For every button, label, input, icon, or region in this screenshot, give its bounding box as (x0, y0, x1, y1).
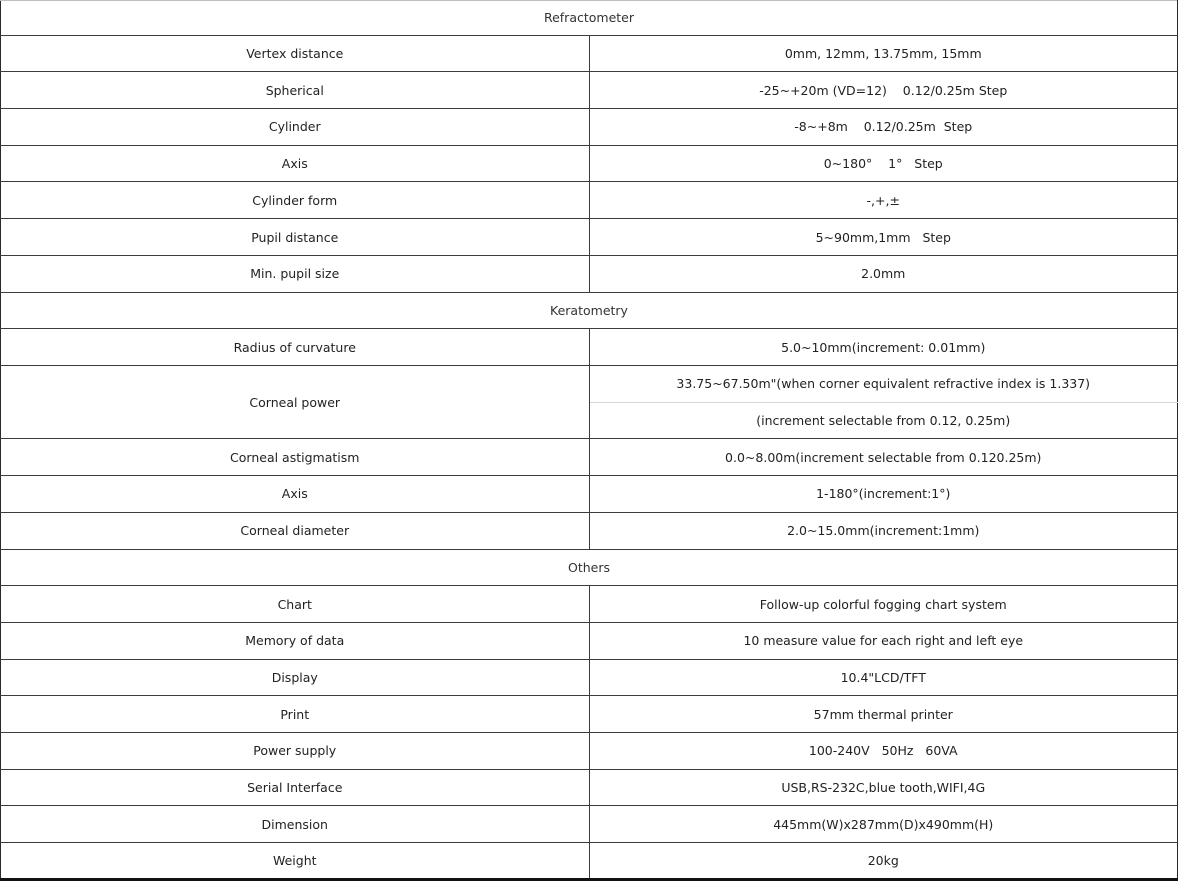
section-header-refractometer (1, 1, 1178, 36)
row-value: 5.0~10mm(increment: 0.01mm) (589, 329, 1178, 366)
row-value: -,+,± (589, 182, 1178, 219)
row-value: 57mm thermal printer (589, 696, 1178, 733)
table-row (1, 35, 1178, 72)
row-label: Spherical (1, 72, 590, 109)
row-value: 10.4"LCD/TFT (589, 659, 1178, 696)
row-label: Pupil distance (1, 219, 590, 256)
row-value: 0~180° 1° Step (589, 145, 1178, 182)
row-value: 0mm, 12mm, 13.75mm, 15mm (589, 35, 1178, 72)
table-row (1, 659, 1178, 696)
table-row (1, 365, 1178, 402)
row-label: Chart (1, 586, 590, 623)
table-row (1, 182, 1178, 219)
row-value: Follow-up colorful fogging chart system (589, 586, 1178, 623)
table-row (1, 843, 1178, 880)
row-value: 1-180°(increment:1°) (589, 476, 1178, 513)
row-value: 2.0~15.0mm(increment:1mm) (589, 512, 1178, 549)
table-row (1, 219, 1178, 256)
row-value: 100-240V 50Hz 60VA (589, 733, 1178, 770)
table-row (1, 109, 1178, 146)
table-row (1, 806, 1178, 843)
table-row (1, 439, 1178, 476)
table-row (1, 586, 1178, 623)
section-header-others (1, 549, 1178, 586)
table-row (1, 476, 1178, 513)
row-label: Axis (1, 476, 590, 513)
row-label: Corneal astigmatism (1, 439, 590, 476)
row-value: 445mm(W)x287mm(D)x490mm(H) (589, 806, 1178, 843)
table-row (1, 622, 1178, 659)
row-label: Vertex distance (1, 35, 590, 72)
row-label: Cylinder (1, 109, 590, 146)
row-label: Print (1, 696, 590, 733)
row-value: 20kg (589, 843, 1178, 880)
table-row (1, 329, 1178, 366)
row-label: Memory of data (1, 622, 590, 659)
section-title: Keratometry (1, 292, 1178, 329)
table-row (1, 512, 1178, 549)
row-label: Min. pupil size (1, 255, 590, 292)
row-label: Weight (1, 843, 590, 880)
row-value: 0.0~8.00m(increment selectable from 0.120.25m) (589, 439, 1178, 476)
row-value: 5~90mm,1mm Step (589, 219, 1178, 256)
row-value: -25~+20m (VD=12) 0.12/0.25m Step (589, 72, 1178, 109)
table-row (1, 72, 1178, 109)
row-value: USB,RS-232C,blue tooth,WIFI,4G (589, 769, 1178, 806)
row-label: Corneal diameter (1, 512, 590, 549)
section-title: Others (1, 549, 1178, 586)
row-label: Serial Interface (1, 769, 590, 806)
section-title: Refractometer (1, 1, 1178, 36)
row-value-line-1: 33.75~67.50m"(when corner equivalent refractive index is 1.337) (589, 365, 1178, 402)
table-row (1, 769, 1178, 806)
row-label: Corneal power (1, 365, 590, 438)
row-label: Power supply (1, 733, 590, 770)
row-label: Display (1, 659, 590, 696)
row-label: Axis (1, 145, 590, 182)
row-label: Dimension (1, 806, 590, 843)
row-value-line-2: (increment selectable from 0.12, 0.25m) (589, 402, 1178, 439)
section-header-keratometry (1, 292, 1178, 329)
row-value: -8~+8m 0.12/0.25m Step (589, 109, 1178, 146)
row-label: Cylinder form (1, 182, 590, 219)
table-row (1, 733, 1178, 770)
row-value: 10 measure value for each right and left eye (589, 622, 1178, 659)
table-row (1, 255, 1178, 292)
row-label: Radius of curvature (1, 329, 590, 366)
table-row (1, 145, 1178, 182)
row-value: 2.0mm (589, 255, 1178, 292)
table-row (1, 696, 1178, 733)
